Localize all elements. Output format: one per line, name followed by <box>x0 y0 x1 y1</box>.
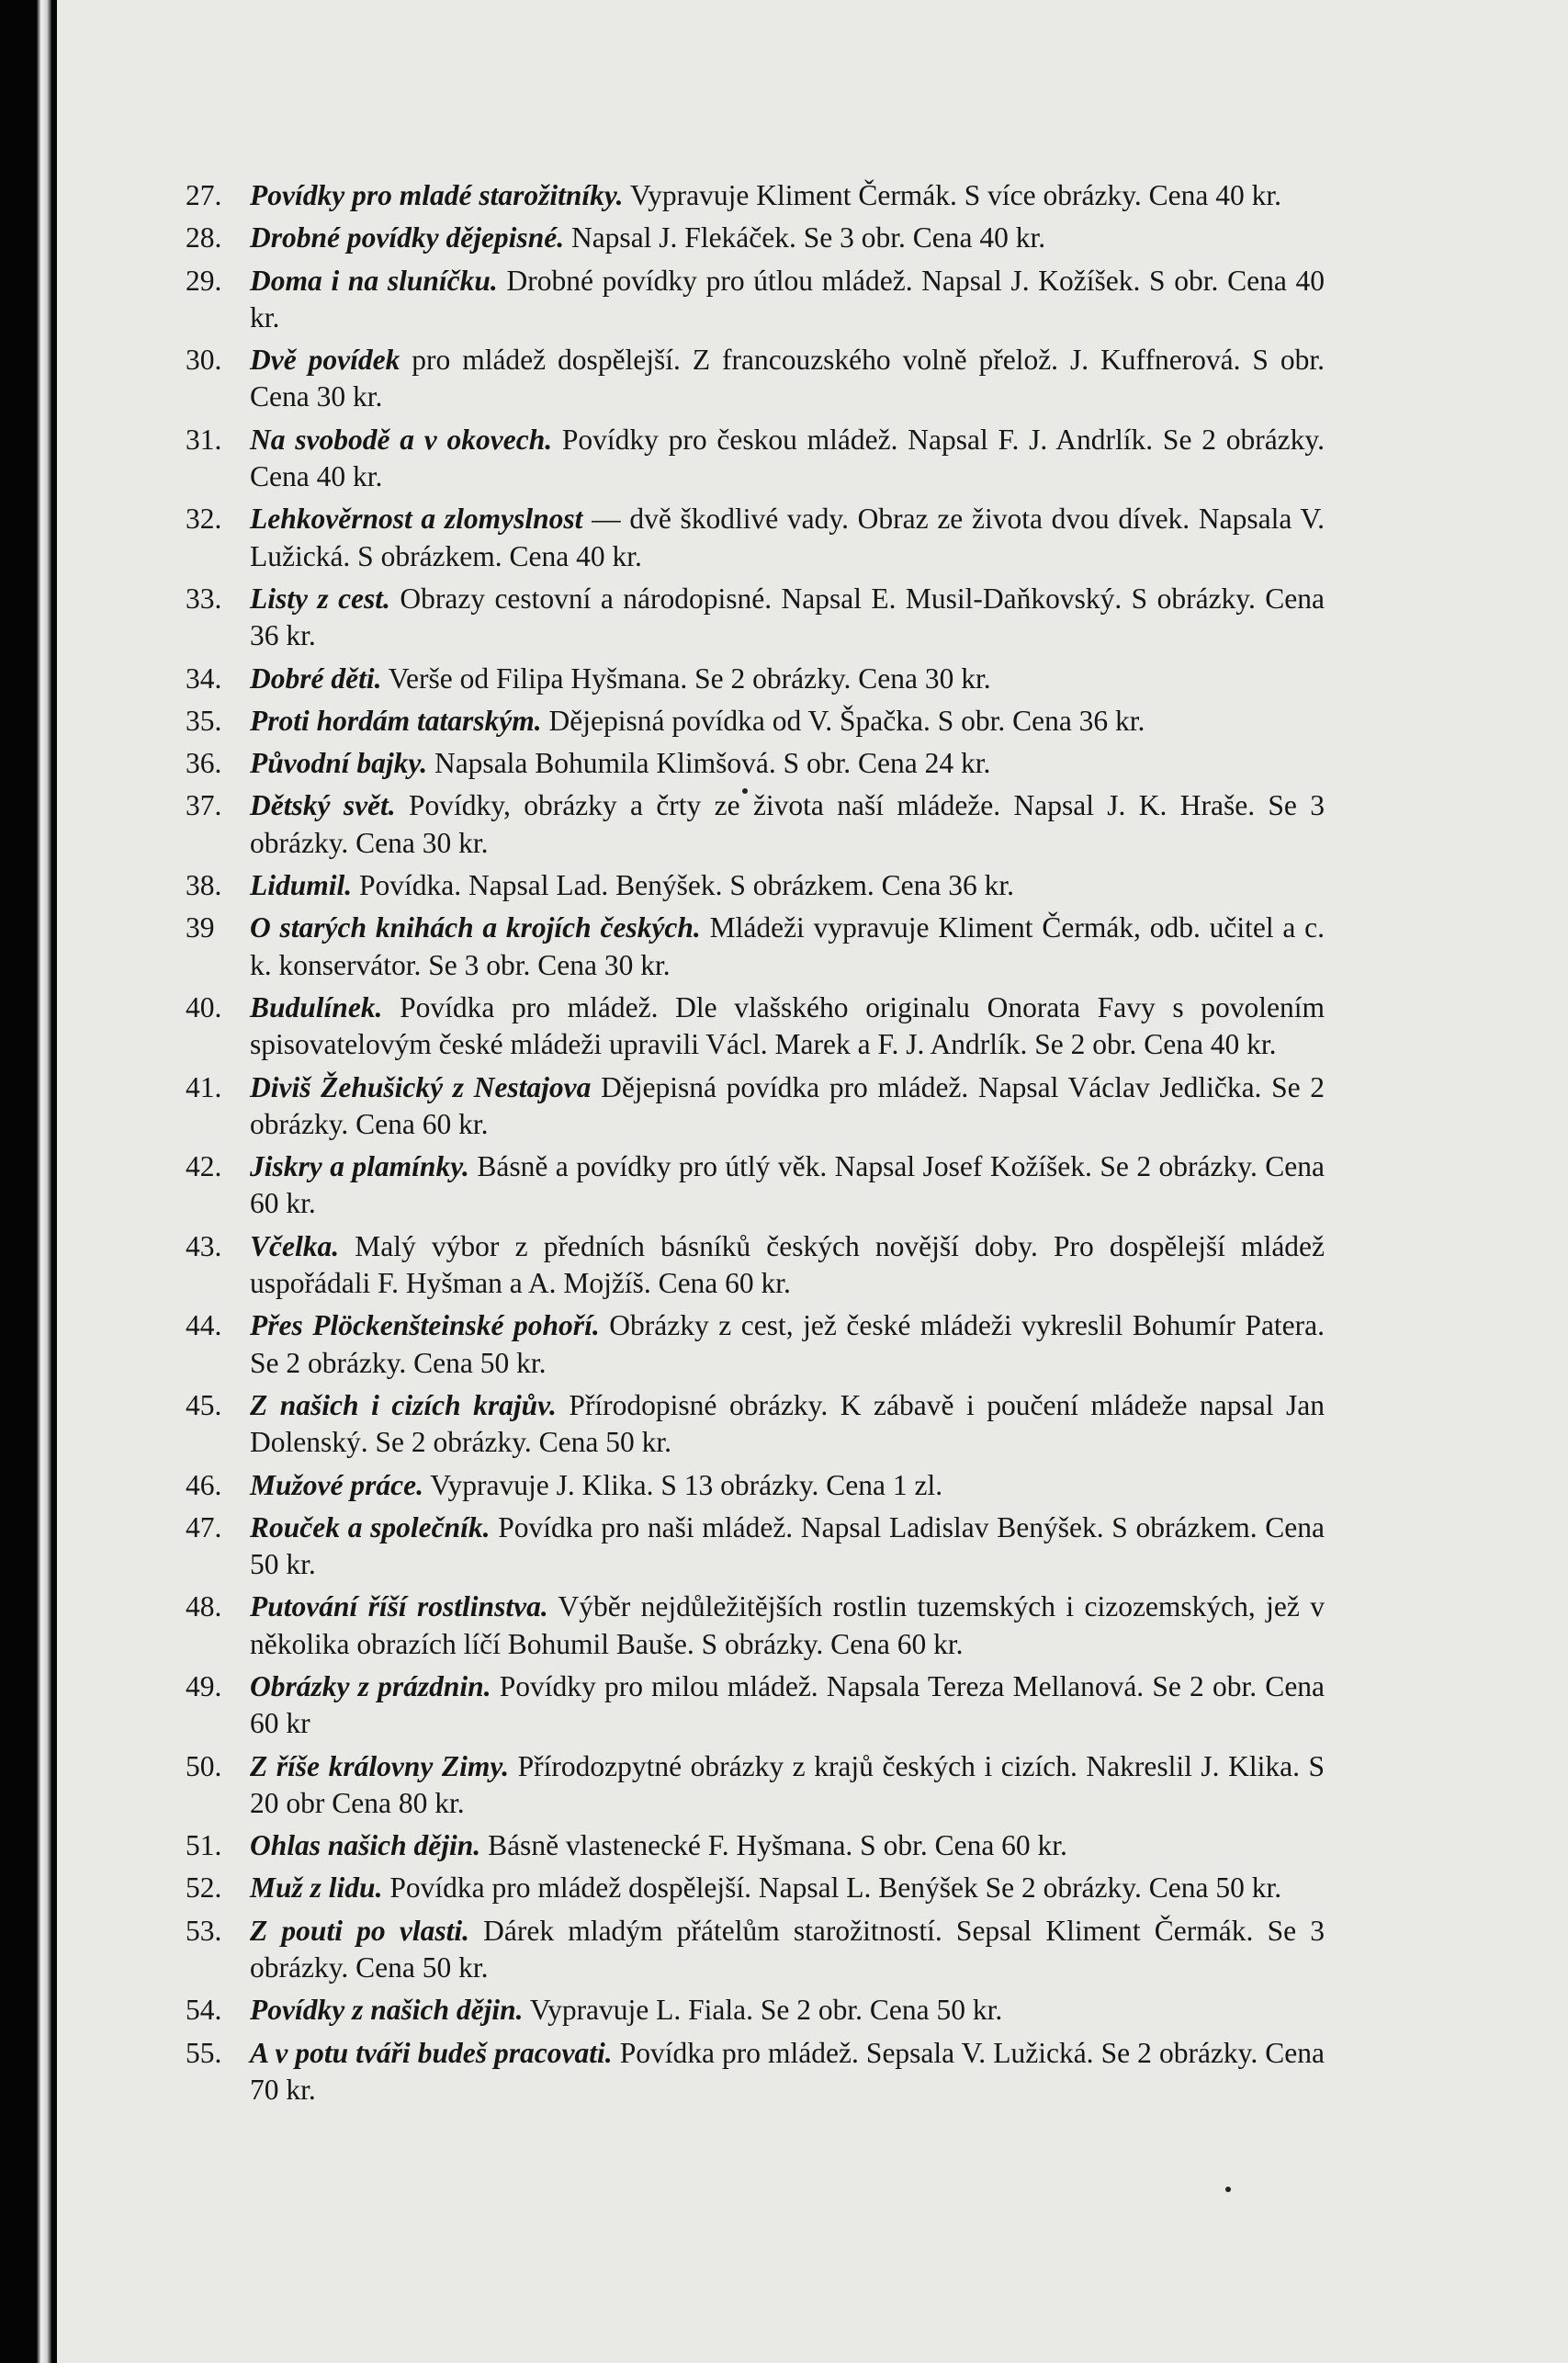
entry-title: Doma i na sluníčku. <box>250 264 498 297</box>
catalog-entry <box>186 1913 1325 1987</box>
entry-number: 38. <box>186 869 222 902</box>
entry-description: Povídka. Napsal Lad. Benýšek. S obrázkem. Cena 36 kr. <box>359 869 1015 902</box>
entry-title: Obrázky z prázdnin. <box>250 1669 491 1702</box>
entry-title: Včelka. <box>250 1229 340 1262</box>
entry-title: Z našich i cizích krajův. <box>250 1388 557 1421</box>
entry-number: 51. <box>186 1829 222 1862</box>
entry-description: Vypravuje Kliment Čermák. S více obrázky. Cena 40 kr. <box>629 179 1282 211</box>
entry-number: 39 <box>186 911 215 944</box>
entry-number: 44. <box>186 1309 222 1342</box>
page-gutter-edge <box>37 0 51 2363</box>
entry-description: Přírodopisné obrázky. K zábavě i poučení mládeže napsal Jan Dolenský. Se 2 obrázky. Cena 50 kr. <box>250 1388 1325 1459</box>
entry-number: 48. <box>186 1590 222 1623</box>
entry-description: Básně vlastenecké F. Hyšmana. S obr. Cena 60 kr. <box>488 1829 1067 1862</box>
entry-number: 49. <box>186 1669 222 1702</box>
catalog-entry <box>186 1668 1325 1743</box>
entry-number: 31. <box>186 423 222 456</box>
book-catalog-list <box>186 177 1325 2114</box>
entry-description: Vypravuje L. Fiala. Se 2 obr. Cena 50 kr. <box>529 1994 1003 2027</box>
entry-number: 54. <box>186 1994 222 2027</box>
entry-description: Přírodozpytné obrázky z krajů českých i cizích. Nakreslil J. Klika. S 20 obr Cena 80 kr. <box>250 1749 1325 1819</box>
entry-description: Drobné povídky pro útlou mládež. Napsal J. Kožíšek. S obr. Cena 40 kr. <box>250 264 1325 334</box>
catalog-entry <box>186 501 1325 575</box>
catalog-entry <box>186 1748 1325 1823</box>
catalog-entry <box>186 342 1325 416</box>
entry-description: Povídka pro naši mládež. Napsal Ladislav Benýšek. S obrázkem. Cena 50 kr. <box>250 1510 1325 1581</box>
entry-title: A v potu tváři budeš pracovati. <box>250 2036 613 2069</box>
entry-description: Povídka pro mládež dospělejší. Napsal L. Benýšek Se 2 obrázky. Cena 50 kr. <box>389 1871 1282 1905</box>
catalog-entry <box>186 1870 1325 1906</box>
entry-title: Z pouti po vlasti. <box>250 1914 469 1947</box>
entry-description: Obrázky z cest, jež české mládeži vykreslil Bohumír Patera. Se 2 obrázky. Cena 50 kr. <box>250 1309 1325 1379</box>
catalog-entry <box>186 2035 1325 2109</box>
entry-number: 35. <box>186 704 222 737</box>
entry-number: 45. <box>186 1388 222 1421</box>
entry-description: Povídky pro milou mládež. Napsala Tereza Mellanová. Se 2 obr. Cena 60 kr <box>250 1669 1325 1740</box>
entry-title: Z říše královny Zimy. <box>250 1749 510 1782</box>
entry-title: Rouček a společník. <box>250 1510 491 1543</box>
catalog-entry <box>186 703 1325 740</box>
catalog-entry <box>186 910 1325 984</box>
catalog-entry <box>186 1307 1325 1382</box>
catalog-entry <box>186 1228 1325 1303</box>
entry-number: 52. <box>186 1871 222 1905</box>
entry-title: Dobré děti. <box>250 661 382 695</box>
entry-number: 40. <box>186 990 222 1023</box>
entry-title: Ohlas našich dějin. <box>250 1829 481 1862</box>
entry-number: 34. <box>186 661 222 695</box>
entry-title: Původní bajky. <box>250 747 428 780</box>
entry-number: 29. <box>186 264 222 297</box>
catalog-entry <box>186 1069 1325 1144</box>
entry-title: Povídky pro mladé starožitníky. <box>250 179 624 211</box>
entry-number: 41. <box>186 1070 222 1103</box>
entry-number: 47. <box>186 1510 222 1543</box>
entry-title: Putování říší rostlinstva. <box>250 1590 548 1623</box>
entry-description: Napsala Bohumila Klimšová. S obr. Cena 24 kr. <box>434 747 991 780</box>
catalog-entry <box>186 1467 1325 1504</box>
catalog-entry <box>186 263 1325 337</box>
entry-number: 32. <box>186 503 222 536</box>
entry-description: Dějepisná povídka pro mládež. Napsal Václav Jedlička. Se 2 obrázky. Cena 60 kr. <box>250 1070 1325 1140</box>
entry-number: 55. <box>186 2036 222 2069</box>
catalog-entry <box>186 1509 1325 1584</box>
catalog-entry <box>186 787 1325 862</box>
entry-number: 30. <box>186 344 222 377</box>
entry-title: Dvě povídek <box>250 344 400 377</box>
entry-title: Lidumil. <box>250 869 353 902</box>
entry-description: Napsal J. Flekáček. Se 3 obr. Cena 40 kr. <box>570 221 1046 254</box>
entry-title: Jiskry a plamínky. <box>250 1150 469 1183</box>
entry-description: Povídky, obrázky a črty ze života naší mládeže. Napsal J. K. Hraše. Se 3 obrázky. Cena 30 kr. <box>250 789 1325 859</box>
entry-title: Dětský svět. <box>250 789 396 822</box>
entry-description: Obrazy cestovní a národopisné. Napsal E. Musil-Daňkovský. S obrázky. Cena 36 kr. <box>250 582 1325 652</box>
entry-description: Dárek mladým přátelům starožitností. Sepsal Kliment Čermák. Se 3 obrázky. Cena 50 kr. <box>250 1914 1325 1984</box>
catalog-entry <box>186 1387 1325 1462</box>
catalog-entry <box>186 1992 1325 2029</box>
catalog-entry <box>186 661 1325 697</box>
entry-description: Výběr nejdůležitějších rostlin tuzemských i cizozemských, jež v několika obrazích líčí Bohumil Bauše. S obrázky. Cena 60 kr. <box>250 1590 1325 1660</box>
entry-title: O starých knihách a krojích českých. <box>250 911 701 944</box>
entry-description: Malý výbor z předních básníků českých novější doby. Pro dospělejší mládež uspořádali F. Hyšman a A. Mojžíš. Cena 60 kr. <box>250 1229 1325 1300</box>
entry-title: Na svobodě a v okovech. <box>250 423 553 456</box>
entry-number: 27. <box>186 179 222 211</box>
entry-description: pro mládež dospělejší. Z francouzského volně přelož. J. Kuffnerová. S obr. Cena 30 kr. <box>250 344 1325 413</box>
catalog-entry <box>186 1827 1325 1864</box>
catalog-entry <box>186 1589 1325 1663</box>
entry-description: Povídky pro českou mládež. Napsal F. J. Andrlík. Se 2 obrázky. Cena 40 kr. <box>250 423 1325 493</box>
print-speck <box>1225 2187 1231 2192</box>
catalog-entry <box>186 422 1325 496</box>
entry-number: 46. <box>186 1468 222 1501</box>
entry-description: — dvě škodlivé vady. Obraz ze života dvou dívek. Napsala V. Lužická. S obrázkem. Cena 40 kr. <box>250 503 1325 572</box>
entry-number: 53. <box>186 1914 222 1947</box>
entry-title: Přes Plöckenšteinské pohoří. <box>250 1309 600 1342</box>
entry-description: Verše od Filipa Hyšmana. Se 2 obrázky. Cena 30 kr. <box>388 661 991 695</box>
entry-title: Mužové práce. <box>250 1468 423 1501</box>
entry-title: Lehkověrnost a zlomyslnost <box>250 503 583 536</box>
entry-title: Diviš Žehušický z Nestajova <box>250 1070 592 1103</box>
entry-number: 42. <box>186 1150 222 1183</box>
entry-number: 33. <box>186 582 222 615</box>
entry-title: Drobné povídky dějepisné. <box>250 221 565 254</box>
entry-title: Proti hordám tatarským. <box>250 704 542 737</box>
catalog-entry <box>186 745 1325 782</box>
catalog-entry <box>186 581 1325 655</box>
entry-number: 28. <box>186 221 222 254</box>
catalog-entry <box>186 220 1325 256</box>
catalog-entry <box>186 177 1325 214</box>
catalog-entry <box>186 867 1325 904</box>
catalog-entry <box>186 989 1325 1064</box>
entry-number: 37. <box>186 789 222 822</box>
entry-description: Básně a povídky pro útlý věk. Napsal Josef Kožíšek. Se 2 obrázky. Cena 60 kr. <box>250 1150 1325 1220</box>
entry-description: Povídka pro mládež. Dle vlašského originalu Onorata Favy s povolením spisovatelovým české mládeži upravili Václ. Marek a F. J. Andrlík. Se 2 obr. Cena 40 kr. <box>250 990 1325 1061</box>
entry-description: Povídka pro mládež. Sepsala V. Lužická. Se 2 obrázky. Cena 70 kr. <box>250 2036 1325 2106</box>
entry-title: Listy z cest. <box>250 582 390 615</box>
entry-number: 36. <box>186 747 222 780</box>
entry-description: Mládeži vypravuje Kliment Čermák, odb. učitel a c. k. konservátor. Se 3 obr. Cena 30 kr. <box>250 911 1325 981</box>
catalog-entry <box>186 1148 1325 1223</box>
entry-number: 43. <box>186 1229 222 1262</box>
entry-number: 50. <box>186 1749 222 1782</box>
entry-title: Muž z lidu. <box>250 1871 383 1905</box>
entry-title: Povídky z našich dějin. <box>250 1994 524 2027</box>
entry-description: Vypravuje J. Klika. S 13 obrázky. Cena 1 zl. <box>430 1468 943 1501</box>
entry-title: Budulínek. <box>250 990 383 1023</box>
entry-description: Dějepisná povídka od V. Špačka. S obr. Cena 36 kr. <box>548 704 1145 737</box>
